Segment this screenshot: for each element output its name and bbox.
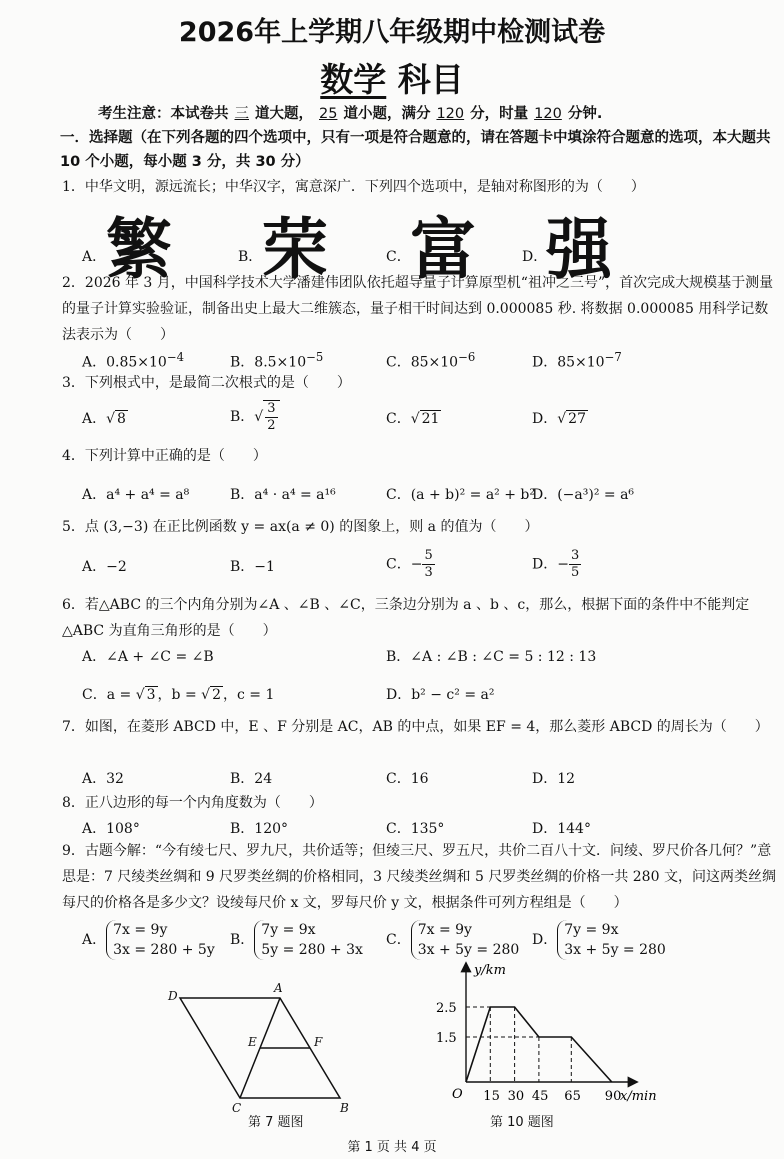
subject-name: 数学 <box>320 60 387 99</box>
q8-option-b: B．120° <box>230 821 289 837</box>
notice-questions: 25 <box>319 106 338 122</box>
q8-option-d: D．144° <box>532 821 591 837</box>
q3-stem: 3．下列根式中，是最简二次根式的是（ ） <box>62 375 351 391</box>
notice-sections: 三 <box>234 106 249 122</box>
label-f: F <box>314 1035 323 1049</box>
q7-option-d: D．12 <box>532 771 576 787</box>
q4-stem: 4．下列计算中正确的是（ ） <box>62 448 267 464</box>
q4-option-a: A．a⁴ + a⁴ = a⁸ <box>82 487 190 503</box>
figure-7-rhombus <box>160 980 380 1130</box>
q6-option-c: C．a = √ 3 ，b = √ 2 ，c = 1 <box>82 687 275 703</box>
q7-option-b: B．24 <box>230 771 273 787</box>
q5-stem: 5．点 (3,−3) 在正比例函数 y = ax(a ≠ 0) 的图象上，则 a 的值为（ ） <box>62 519 539 535</box>
origin-label: O <box>452 1087 463 1102</box>
label-c: C <box>232 1101 242 1115</box>
subject-line <box>0 54 784 101</box>
q1-option-c: C． <box>386 249 411 265</box>
q3-option-c: C．√ 21 <box>386 411 440 427</box>
label-d: D <box>168 989 178 1003</box>
x-tick-label: 30 <box>507 1089 525 1104</box>
q3-option-b: B．√ $\frac{3}{2}$ <box>230 400 280 434</box>
q3-option-a: A．√ 8 <box>82 411 126 427</box>
q9-option-d: D．7y = 9x 3x + 5y = 280 <box>532 922 666 958</box>
q5-option-d: D．− $\frac{3}{5}$ <box>532 548 580 580</box>
q9-option-a: A．7x = 9y 3x = 280 + 5y <box>82 922 215 958</box>
q2-option-d: D．$85\times 10^{-7}$ <box>532 350 622 371</box>
q5-option-a: A．−2 <box>82 559 127 575</box>
q3-option-d: D．√ 27 <box>532 411 586 427</box>
q6-stem: 6．若△ABC 的三个内角分别为∠A 、∠B 、∠C，三条边分别为 a 、b 、c，那么，根据下面的条件中不能判定△ABC 为直角三角形的是（ ） <box>62 597 750 639</box>
x-tick-label: 45 <box>531 1089 549 1104</box>
y-tick-label: 2.5 <box>436 1001 457 1016</box>
exam-notice <box>98 102 602 123</box>
q4-option-b: B．a⁴ · a⁴ = a¹⁶ <box>230 487 336 503</box>
y-axis-label: y/km <box>474 963 506 978</box>
section1-heading: 一．选择题（在下列各题的四个选项中，只有一项是符合题意的，请在答题卡中填涂符合题意的选项，本大题共 10 个小题，每小题 3 分，共 30 分） <box>60 130 771 170</box>
notice-mid1: 道大题， <box>255 106 313 122</box>
q8-stem: 8．正八边形的每一个内角度数为（ ） <box>62 795 323 811</box>
q6-option-b: B．∠A : ∠B : ∠C = 5 : 12 : 13 <box>386 649 597 665</box>
notice-suffix: 分钟. <box>567 106 603 122</box>
subject-suffix: 科目 <box>397 60 464 99</box>
q4-option-c: C．(a + b)² = a² + b² <box>386 487 535 503</box>
notice-score: 120 <box>436 106 465 122</box>
q7-option-a: A．32 <box>82 771 124 787</box>
q5-option-c: C．− $\frac{5}{3}$ <box>386 548 433 580</box>
q5-option-b: B．−1 <box>230 559 275 575</box>
figure-10-caption: 第 10 题图 <box>490 1115 554 1130</box>
q7-option-c: C．16 <box>386 771 429 787</box>
q9-stem: 9．古题今解：“今有绫七尺、罗九尺，共价适等；但绫三尺、罗五尺，共价二百八十文．问绫、罗尺价各几何？”意思是：7 尺绫类丝绸和 9 尺罗类丝绸的价格相同，3 尺绫类丝绸和 5 尺罗类丝绸的价格一共 280 文，问这两类丝绸每尺的价格各是多少文？设绫每尺价 x 文，罗每尺价 y 文，根据条件可列方程组是（ ） <box>62 843 776 911</box>
y-tick-label: 1.5 <box>436 1031 457 1046</box>
label-b: B <box>340 1101 349 1115</box>
paper-title: 2026年上学期八年级期中检测试卷 <box>178 17 606 48</box>
x-tick-label: 90 <box>604 1089 622 1104</box>
q1-char-a: 繁 <box>106 211 172 288</box>
q4-option-d: D．(−a³)² = a⁶ <box>532 487 635 503</box>
q6-option-d: D．b² − c² = a² <box>386 687 495 703</box>
q1-option-b: B． <box>238 249 263 265</box>
label-a: A <box>274 981 283 995</box>
q2-stem: 2．2026 年 3 月，中国科学技术大学潘建伟团队依托超导量子计算原型机“祖冲之三号”，首次完成大规模基于测量的量子计算实验验证，制备出史上最大二维簇态，量子相干时间达到 0.000085 秒. 将数据 0.000085 用科学记数法表示为（ ） <box>62 275 774 343</box>
label-e: E <box>248 1035 257 1049</box>
q1-option-d: D． <box>522 249 548 265</box>
q2-option-b: B．$8.5\times 10^{-5}$ <box>230 350 324 371</box>
q1-char-c: 富 <box>410 211 476 288</box>
notice-time: 120 <box>534 106 562 122</box>
q8-option-a: A．108° <box>82 821 140 837</box>
q1-stem: 1．中华文明，源远流长；中华汉字，寓意深广．下列四个选项中，是轴对称图形的为（ ） <box>62 179 645 195</box>
q8-option-c: C．135° <box>386 821 445 837</box>
q2-option-c: C．$85\times 10^{-6}$ <box>386 350 476 371</box>
notice-prefix: 考生注意：本试卷共 <box>98 106 229 122</box>
notice-mid3: 分，时量 <box>470 106 529 122</box>
x-tick-label: 65 <box>564 1089 581 1104</box>
q1-option-a: A． <box>82 249 107 265</box>
q7-stem: 7．如图，在菱形 ABCD 中，E 、F 分别是 AC，AB 的中点，如果 EF = 4，那么菱形 ABCD 的周长为（ ） <box>62 719 769 735</box>
x-tick-label: 15 <box>483 1089 500 1104</box>
notice-mid2: 道小题，满分 <box>343 106 431 122</box>
q2-option-a: A．$0.85\times 10^{-4}$ <box>82 350 185 371</box>
page-footer: 第 1 页 共 4 页 <box>347 1140 437 1155</box>
figure-7-caption: 第 7 题图 <box>248 1115 304 1130</box>
q1-char-b: 荣 <box>262 211 328 288</box>
q6-option-a: A．∠A + ∠C = ∠B <box>82 649 214 665</box>
figure-10-chart <box>430 958 690 1132</box>
q1-char-d: 强 <box>546 211 612 288</box>
q9-option-c: C．7x = 9y 3x + 5y = 280 <box>386 922 520 958</box>
q9-option-b: B．7y = 9x 5y = 280 + 3x <box>230 922 363 958</box>
x-axis-label: x/min <box>620 1089 657 1104</box>
